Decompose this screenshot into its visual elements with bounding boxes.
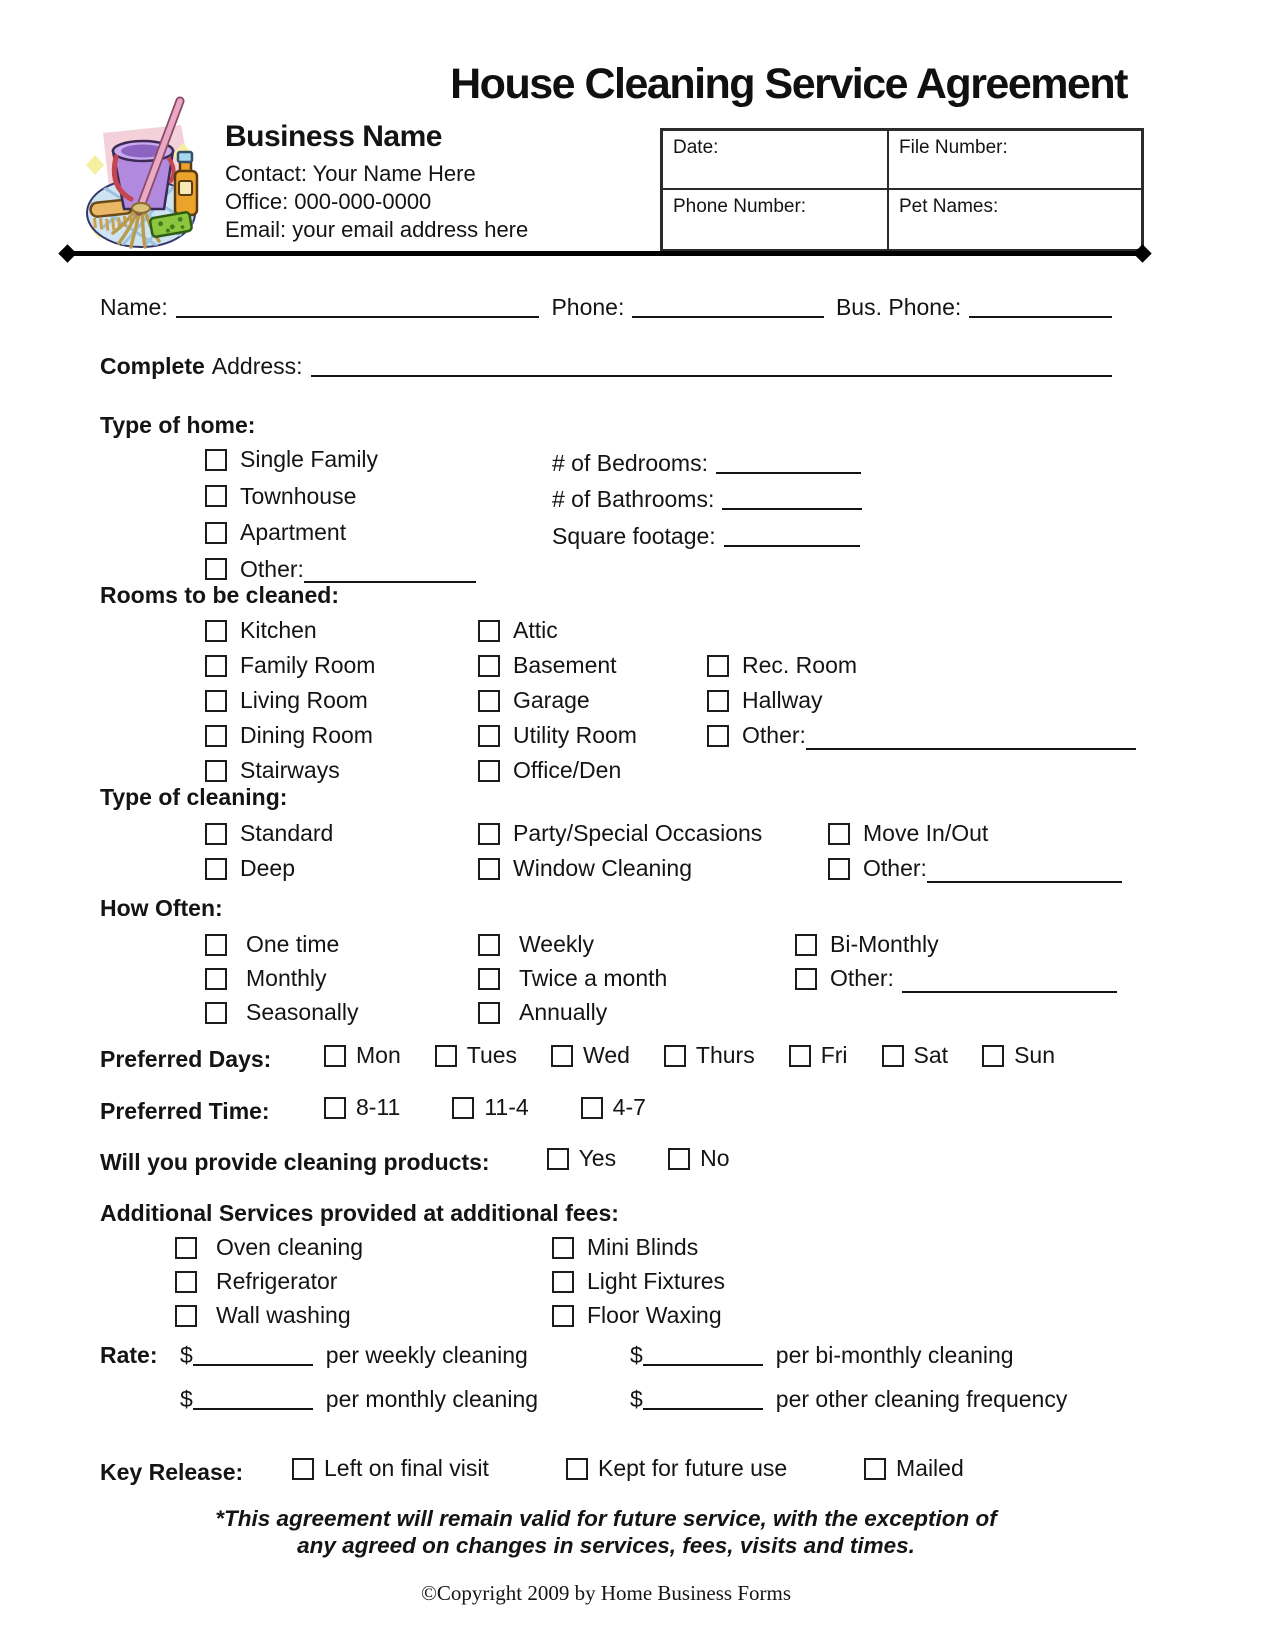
checkbox-wed[interactable] [551,1042,630,1069]
option-label: Standard [240,820,334,846]
checkbox-icon[interactable] [478,1002,500,1024]
checkbox-icon[interactable] [828,858,850,880]
bedrooms-label: # of Bedrooms: [552,449,708,476]
option-label: Attic [513,617,558,643]
checkbox-often-other[interactable] [795,965,894,992]
checkbox-icon[interactable] [478,968,500,990]
checkbox-icon[interactable] [205,690,227,712]
phone-field-line[interactable] [632,310,824,318]
header-info-box [660,128,1144,252]
option-label: Tues [466,1042,518,1068]
option-label: Twice a month [519,965,668,991]
checkbox-icon[interactable] [324,1045,346,1067]
option-label: Oven cleaning [216,1234,364,1260]
option-label: Move In/Out [863,820,989,846]
option-label: Left on final visit [324,1455,489,1481]
pet-names-field[interactable]: Pet Names: [899,196,999,217]
checkbox-annually[interactable] [478,999,607,1026]
checkbox-icon[interactable] [205,1002,227,1024]
checkbox-icon[interactable] [707,725,729,747]
checkbox-kitchen[interactable] [205,617,317,644]
checkbox-icon[interactable] [828,823,850,845]
checkbox-party-special[interactable] [478,820,762,847]
often-other-field-line[interactable] [902,985,1117,993]
checkbox-floor-waxing[interactable] [552,1302,722,1329]
checkbox-icon[interactable] [175,1305,197,1327]
checkbox-icon[interactable] [795,968,817,990]
checkbox-icon[interactable] [668,1148,690,1170]
option-label: Refrigerator [216,1268,338,1294]
option-label: Townhouse [240,482,357,509]
checkbox-icon[interactable] [205,968,227,990]
checkbox-icon[interactable] [205,725,227,747]
option-label: Other: [830,965,894,991]
preferred-time-section [100,1094,1112,1125]
rooms-other-field-line[interactable] [806,742,1136,750]
checkbox-icon[interactable] [478,620,500,642]
type-of-cleaning-section [100,784,1112,882]
copyright-line: ©Copyright 2009 by Home Business Forms [420,1581,792,1605]
checkbox-utility-room[interactable] [478,722,637,749]
bathrooms-field-line[interactable] [722,502,862,510]
rooms-section [100,582,1112,784]
option-label: Annually [519,999,608,1025]
checkbox-icon[interactable] [552,1271,574,1293]
option-label: Other: [863,855,927,881]
checkbox-weekly[interactable] [478,931,594,958]
checkbox-bi-monthly[interactable] [795,931,939,958]
option-label: Deep [240,855,295,881]
header-divider [67,251,1143,256]
bathrooms-label: # of Bathrooms: [552,486,715,512]
key-release-section [100,1455,1112,1486]
checkbox-cleaning-other[interactable] [828,855,927,882]
checkbox-icon[interactable] [205,449,227,471]
option-label: 11-4 [484,1094,529,1120]
option-label: 8-11 [356,1094,401,1120]
additional-services-heading: Additional Services provided at additional fees: [100,1200,619,1226]
option-label: Wed [583,1042,630,1068]
checkbox-icon[interactable] [205,655,227,677]
option-label: Thurs [695,1042,755,1068]
option-label: Kitchen [240,617,317,643]
business-email-line: Email: your email address here [225,217,529,242]
checkbox-fri[interactable] [789,1042,848,1069]
checkbox-icon[interactable] [292,1458,314,1480]
checkbox-icon[interactable] [795,934,817,956]
option-label: Other: [742,722,806,748]
currency-symbol: $ [630,1342,643,1368]
rate-label: per weekly cleaning [325,1342,528,1368]
checkbox-family-room[interactable] [205,652,375,679]
checkbox-icon[interactable] [552,1305,574,1327]
page-title: House Cleaning Service Agreement [450,60,1127,108]
checkbox-one-time[interactable] [205,931,339,958]
preferred-days-section [100,1042,1112,1073]
option-label: Sun [1014,1042,1056,1068]
checkbox-icon[interactable] [478,655,500,677]
option-label: 4-7 [612,1094,646,1120]
checkbox-icon[interactable] [205,760,227,782]
option-label: Fri [820,1042,848,1068]
checkbox-icon[interactable] [205,858,227,880]
checkbox-icon[interactable] [707,655,729,677]
business-name: Business Name [225,120,442,153]
currency-symbol: $ [180,1386,193,1412]
option-label: Monthly [246,965,327,991]
how-often-section [100,895,1112,1026]
checkbox-icon[interactable] [478,760,500,782]
option-label: Office/Den [513,757,622,783]
address-row [100,353,1112,380]
checkbox-window-cleaning[interactable] [478,855,692,882]
checkbox-icon[interactable] [478,858,500,880]
rooms-heading: Rooms to be cleaned: [100,582,339,608]
checkbox-rec-room[interactable] [707,652,857,679]
type-of-cleaning-heading: Type of cleaning: [100,784,288,810]
bedrooms-field-line[interactable] [716,466,861,474]
checkbox-icon[interactable] [581,1097,603,1119]
checkbox-deep[interactable] [205,855,295,882]
option-label: No [700,1145,730,1171]
option-label: Bi-Monthly [830,931,939,957]
additional-services-section [100,1200,1112,1329]
checkbox-wall-washing[interactable] [175,1302,351,1329]
option-label: Basement [513,652,617,678]
address-label: Address: [211,353,303,379]
checkbox-icon[interactable] [982,1045,1004,1067]
checkbox-attic[interactable] [478,617,558,644]
option-label: Party/Special Occasions [513,820,763,846]
option-label: Mon [356,1042,401,1068]
agreement-note-line2: any agreed on changes in services, fees, visits and times. [297,1533,915,1558]
option-label: Living Room [240,687,368,713]
checkbox-kept-for-future-use[interactable] [566,1455,787,1482]
checkbox-refrigerator[interactable] [175,1268,337,1295]
checkbox-hallway[interactable] [707,687,823,714]
how-often-heading: How Often: [100,895,223,921]
option-label: Apartment [240,519,347,545]
checkbox-icon[interactable] [175,1237,197,1259]
rate-label: per bi-monthly cleaning [775,1342,1014,1368]
checkbox-basement[interactable] [478,652,617,679]
checkbox-icon[interactable] [324,1097,346,1119]
checkbox-time-11-4[interactable] [452,1094,528,1121]
option-label: Rec. Room [742,652,858,678]
other-rate-field-line[interactable] [643,1402,763,1410]
checkbox-sat[interactable] [882,1042,949,1069]
key-release-heading: Key Release: [100,1458,244,1485]
type-of-home-heading: Type of home: [100,412,256,438]
currency-symbol: $ [630,1386,643,1412]
name-label: Name: [100,294,168,320]
checkbox-living-room[interactable] [205,687,368,714]
option-label: Wall washing [216,1302,351,1328]
checkbox-garage[interactable] [478,687,590,714]
checkbox-icon[interactable] [435,1045,457,1067]
checkbox-apartment[interactable] [205,519,346,546]
cleaning-supplies-clipart-icon [83,95,201,253]
cleaning-other-field-line[interactable] [927,875,1122,883]
weekly-rate-field-line[interactable] [193,1358,313,1366]
type-of-home-section [100,412,1112,583]
checkbox-mon[interactable] [324,1042,401,1069]
option-label: Window Cleaning [513,855,692,881]
option-label: Sat [913,1042,949,1068]
rate-label: per other cleaning frequency [775,1386,1068,1412]
option-label: Other: [240,555,304,582]
option-label: Mini Blinds [587,1234,699,1260]
checkbox-move-in-out[interactable] [828,820,988,847]
option-label: One time [246,931,340,957]
checkbox-icon[interactable] [707,690,729,712]
business-info-block [225,120,528,244]
option-label: Kept for future use [598,1455,788,1481]
currency-symbol: $ [180,1342,193,1368]
checkbox-monthly[interactable] [205,965,327,992]
checkbox-icon[interactable] [478,823,500,845]
agreement-note [100,1505,1112,1559]
rate-heading: Rate: [100,1342,158,1368]
checkbox-left-on-final-visit[interactable] [292,1455,489,1482]
checkbox-icon[interactable] [205,558,227,580]
option-label: Floor Waxing [587,1302,722,1328]
option-label: Weekly [519,931,594,957]
checkbox-time-4-7[interactable] [581,1094,646,1121]
checkbox-mailed[interactable] [864,1455,964,1482]
option-label: Hallway [742,687,823,713]
checkbox-sun[interactable] [982,1042,1055,1069]
checkbox-icon[interactable] [547,1148,569,1170]
checkbox-icon[interactable] [864,1458,886,1480]
option-label: Dining Room [240,722,373,748]
square-footage-label: Square footage: [552,522,716,549]
checkbox-office-den[interactable] [478,757,621,784]
option-label: Garage [513,687,590,713]
checkbox-rooms-other[interactable] [707,722,806,749]
date-field[interactable]: Date: [663,131,889,190]
checkbox-icon[interactable] [551,1045,573,1067]
checkbox-twice-a-month[interactable] [478,965,667,992]
agreement-note-line1: *This agreement will remain valid for future service, with the exception of [215,1506,997,1531]
checkbox-single-family[interactable] [205,446,378,473]
checkbox-oven-cleaning[interactable] [175,1234,363,1261]
option-label: Family Room [240,652,376,678]
bus-phone-label: Bus. Phone: [835,294,962,320]
checkbox-products-yes[interactable] [547,1145,617,1172]
bus-phone-field-line[interactable] [969,310,1112,318]
checkbox-icon[interactable] [205,485,227,507]
checkbox-townhouse[interactable] [205,483,356,510]
square-footage-field-line[interactable] [724,539,860,547]
checkbox-icon[interactable] [205,934,227,956]
checkbox-icon[interactable] [452,1097,474,1119]
checkbox-icon[interactable] [478,725,500,747]
checkbox-products-no[interactable] [668,1145,729,1172]
checkbox-icon[interactable] [205,620,227,642]
option-label: Light Fixtures [587,1268,726,1294]
bi-monthly-rate-field-line[interactable] [643,1358,763,1366]
rate-label: per monthly cleaning [325,1386,539,1412]
checkbox-icon[interactable] [175,1271,197,1293]
checkbox-mini-blinds[interactable] [552,1234,698,1261]
checkbox-time-8-11[interactable] [324,1094,400,1121]
file-number-field[interactable]: File Number: [889,131,1141,190]
checkbox-home-other[interactable] [205,556,304,583]
address-field-line[interactable] [311,369,1112,377]
checkbox-icon[interactable] [478,934,500,956]
cleaning-products-heading: Will you provide cleaning products: [100,1148,490,1175]
option-label: Yes [578,1145,617,1171]
address-label-bold: Complete [100,353,205,379]
checkbox-icon[interactable] [789,1045,811,1067]
name-field-line[interactable] [176,310,540,318]
checkbox-stairways[interactable] [205,757,340,784]
option-label: Single Family [240,446,379,472]
checkbox-icon[interactable] [552,1237,574,1259]
checkbox-tues[interactable] [435,1042,517,1069]
cleaning-products-section [100,1145,1112,1176]
checkbox-icon[interactable] [882,1045,904,1067]
preferred-days-heading: Preferred Days: [100,1045,272,1072]
option-label: Stairways [240,757,340,783]
checkbox-light-fixtures[interactable] [552,1268,725,1295]
option-label: Seasonally [246,999,359,1025]
business-contact-line: Contact: Your Name Here [225,161,476,186]
checkbox-icon[interactable] [566,1458,588,1480]
checkbox-thurs[interactable] [664,1042,755,1069]
monthly-rate-field-line[interactable] [193,1402,313,1410]
checkbox-seasonally[interactable] [205,999,359,1026]
option-label: Mailed [896,1455,964,1481]
checkbox-icon[interactable] [205,823,227,845]
checkbox-standard[interactable] [205,820,333,847]
contact-row [100,294,1112,321]
checkbox-icon[interactable] [478,690,500,712]
phone-number-field[interactable]: Phone Number: [663,190,889,249]
rate-section [100,1342,1112,1413]
phone-label: Phone: [551,294,625,320]
preferred-time-heading: Preferred Time: [100,1097,270,1124]
checkbox-icon[interactable] [205,522,227,544]
checkbox-icon[interactable] [664,1045,686,1067]
checkbox-dining-room[interactable] [205,722,373,749]
option-label: Utility Room [513,722,637,748]
business-office-line: Office: 000-000-0000 [225,189,432,214]
